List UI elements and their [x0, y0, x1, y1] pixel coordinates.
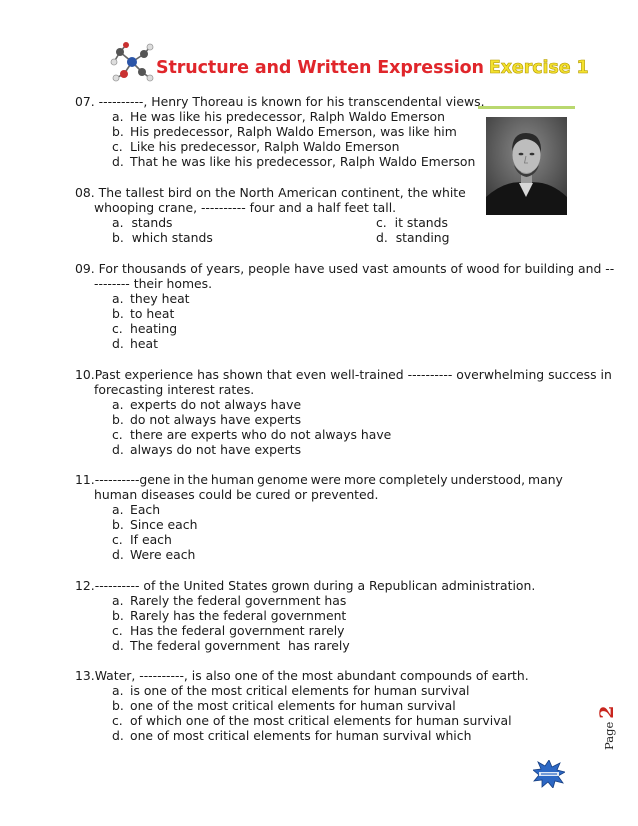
option-letter: a.: [112, 397, 124, 413]
option-text: it stands: [394, 215, 448, 231]
option-letter: c.: [112, 623, 123, 639]
option-letter: a.: [112, 683, 124, 699]
page-number-text: [596, 706, 618, 750]
option-c[interactable]: [75, 713, 575, 728]
question-13: [75, 668, 575, 743]
stem-word: in: [173, 472, 185, 487]
question-11: [75, 472, 563, 563]
option-text: He was like his predecessor, Ralph Waldo Emerson: [130, 109, 445, 125]
option-text: do not always have experts: [130, 412, 302, 428]
option-c[interactable]: [75, 532, 563, 547]
option-c[interactable]: [75, 623, 575, 638]
question-stem: [75, 367, 612, 382]
option-letter: c.: [112, 321, 123, 337]
option-letter: d.: [112, 547, 124, 563]
option-letter: d.: [376, 230, 388, 246]
question-text: [95, 472, 563, 487]
option-d[interactable]: [75, 638, 575, 653]
question-number: 08.: [75, 185, 95, 200]
option-d[interactable]: [75, 442, 575, 457]
stem-word: completely: [378, 472, 448, 487]
page-number: 2: [596, 705, 618, 719]
option-text: always do not have experts: [130, 442, 302, 458]
starburst-badge-icon: [533, 760, 565, 788]
option-letter: a.: [112, 215, 124, 231]
option-text: experts do not always have: [130, 397, 302, 413]
option-letter: b.: [112, 698, 124, 714]
question-number: 10.: [75, 367, 95, 382]
page-title: [156, 58, 589, 78]
option-text: is one of the most critical elements for human survival: [130, 683, 470, 699]
page-number-label: [596, 704, 618, 752]
option-text: Has the federal government rarely: [130, 623, 345, 639]
option-letter: a.: [112, 502, 124, 518]
page-word: Page: [602, 721, 616, 750]
option-letter: b.: [112, 124, 124, 140]
option-text: Each: [130, 502, 161, 518]
question-10: [75, 367, 612, 458]
question-text: The tallest bird on the North American continent, the white: [98, 185, 466, 200]
option-text: Rarely has the federal government: [130, 608, 347, 624]
page-header: [110, 42, 589, 86]
question-number: 12.: [75, 578, 95, 593]
option-a[interactable]: [75, 593, 575, 608]
option-text: Like his predecessor, Ralph Waldo Emerson: [130, 139, 400, 155]
question-stem: [75, 472, 563, 487]
option-a[interactable]: [112, 215, 173, 230]
question-08: [75, 185, 575, 245]
title-accent: Exercise 1: [488, 58, 589, 78]
question-text: Water, ----------, is also one of the most abundant compounds of earth.: [94, 668, 529, 683]
question-stem: [75, 668, 575, 683]
option-letter: c.: [112, 427, 123, 443]
question-07: [75, 94, 575, 169]
option-text: one of most critical elements for human survival which: [130, 728, 472, 744]
option-c[interactable]: [75, 427, 575, 442]
question-stem: [75, 578, 575, 593]
option-b[interactable]: [75, 698, 575, 713]
option-d[interactable]: [376, 230, 450, 245]
option-text: His predecessor, Ralph Waldo Emerson, was like him: [130, 124, 457, 140]
option-d[interactable]: [75, 728, 575, 743]
option-letter: b.: [112, 412, 124, 428]
option-text: one of the most critical elements for human survival: [130, 698, 456, 714]
question-text-continued: forecasting interest rates.: [94, 382, 255, 398]
option-c[interactable]: [75, 321, 575, 336]
option-letter: d.: [112, 442, 124, 458]
option-letter: c.: [112, 532, 123, 548]
option-text: to heat: [130, 306, 175, 322]
option-letter: a.: [112, 109, 124, 125]
question-text-continued: -------- their homes.: [94, 276, 213, 292]
options-two-column: [75, 215, 575, 245]
option-a[interactable]: [75, 397, 575, 412]
option-letter: c.: [112, 139, 123, 155]
question-number: 11.: [75, 472, 95, 487]
option-letter: c.: [376, 215, 387, 231]
option-letter: d.: [112, 336, 124, 352]
option-text: standing: [395, 230, 450, 246]
question-number: 13.: [75, 668, 95, 683]
option-text: The federal government has rarely: [130, 638, 350, 654]
option-text: Rarely the federal government has: [130, 593, 347, 609]
option-text: heating: [130, 321, 178, 337]
option-letter: c.: [112, 713, 123, 729]
option-c[interactable]: [376, 215, 448, 230]
option-text: stands: [131, 215, 173, 231]
option-b[interactable]: [75, 412, 575, 427]
stem-word: were: [310, 472, 341, 487]
stem-word: more: [343, 472, 376, 487]
option-a[interactable]: [75, 291, 575, 306]
option-b[interactable]: [75, 306, 575, 321]
question-stem: [75, 185, 575, 200]
option-text: they heat: [130, 291, 190, 307]
option-b[interactable]: [75, 517, 563, 532]
option-letter: a.: [112, 291, 124, 307]
question-12: [75, 578, 575, 653]
title-main: Structure and Written Expression: [156, 58, 484, 78]
option-letter: a.: [112, 593, 124, 609]
stem-word: understood,: [450, 472, 526, 487]
option-text: Were each: [130, 547, 196, 563]
option-text: heat: [130, 336, 158, 352]
option-b[interactable]: [75, 124, 575, 139]
option-letter: d.: [112, 154, 124, 170]
option-letter: b.: [112, 608, 124, 624]
option-text: there are experts who do not always have: [130, 427, 392, 443]
option-letter: b.: [112, 517, 124, 533]
option-letter: d.: [112, 638, 124, 654]
question-09: [75, 261, 615, 352]
option-text: If each: [130, 532, 172, 548]
stem-word: the: [187, 472, 208, 487]
stem-word: many: [528, 472, 563, 487]
option-letter: d.: [112, 728, 124, 744]
option-d[interactable]: [75, 547, 563, 562]
option-text: of which one of the most critical elements for human survival: [130, 713, 512, 729]
option-a[interactable]: [75, 109, 575, 124]
stem-word: ----------gene: [94, 472, 171, 487]
option-text: That he was like his predecessor, Ralph Waldo Emerson: [130, 154, 476, 170]
option-d[interactable]: [75, 336, 575, 351]
stem-word: human: [210, 472, 255, 487]
question-number: 09.: [75, 261, 95, 276]
option-text: Since each: [130, 517, 198, 533]
question-text: ----------, Henry Thoreau is known for his transcendental views.: [98, 94, 485, 109]
option-b[interactable]: [112, 230, 213, 245]
question-text: Past experience has shown that even well-trained ---------- overwhelming success in: [94, 367, 612, 382]
question-stem: [75, 261, 615, 276]
question-stem: [75, 94, 575, 109]
option-c[interactable]: [75, 139, 575, 154]
option-a[interactable]: [75, 502, 563, 517]
option-letter: b.: [112, 306, 124, 322]
question-text: ---------- of the United States grown during a Republican administration.: [94, 578, 536, 593]
question-number: 07.: [75, 94, 95, 109]
option-b[interactable]: [75, 608, 575, 623]
option-a[interactable]: [75, 683, 575, 698]
question-text: For thousands of years, people have used vast amounts of wood for building and --: [98, 261, 615, 276]
question-text-continued: human diseases could be cured or prevented.: [94, 487, 379, 503]
option-text: which stands: [131, 230, 213, 246]
question-text-continued: whooping crane, ---------- four and a half feet tall.: [94, 200, 397, 216]
stem-word: genome: [257, 472, 308, 487]
option-d[interactable]: [75, 154, 575, 169]
option-letter: b.: [112, 230, 124, 246]
molecule-icon: [110, 42, 154, 82]
